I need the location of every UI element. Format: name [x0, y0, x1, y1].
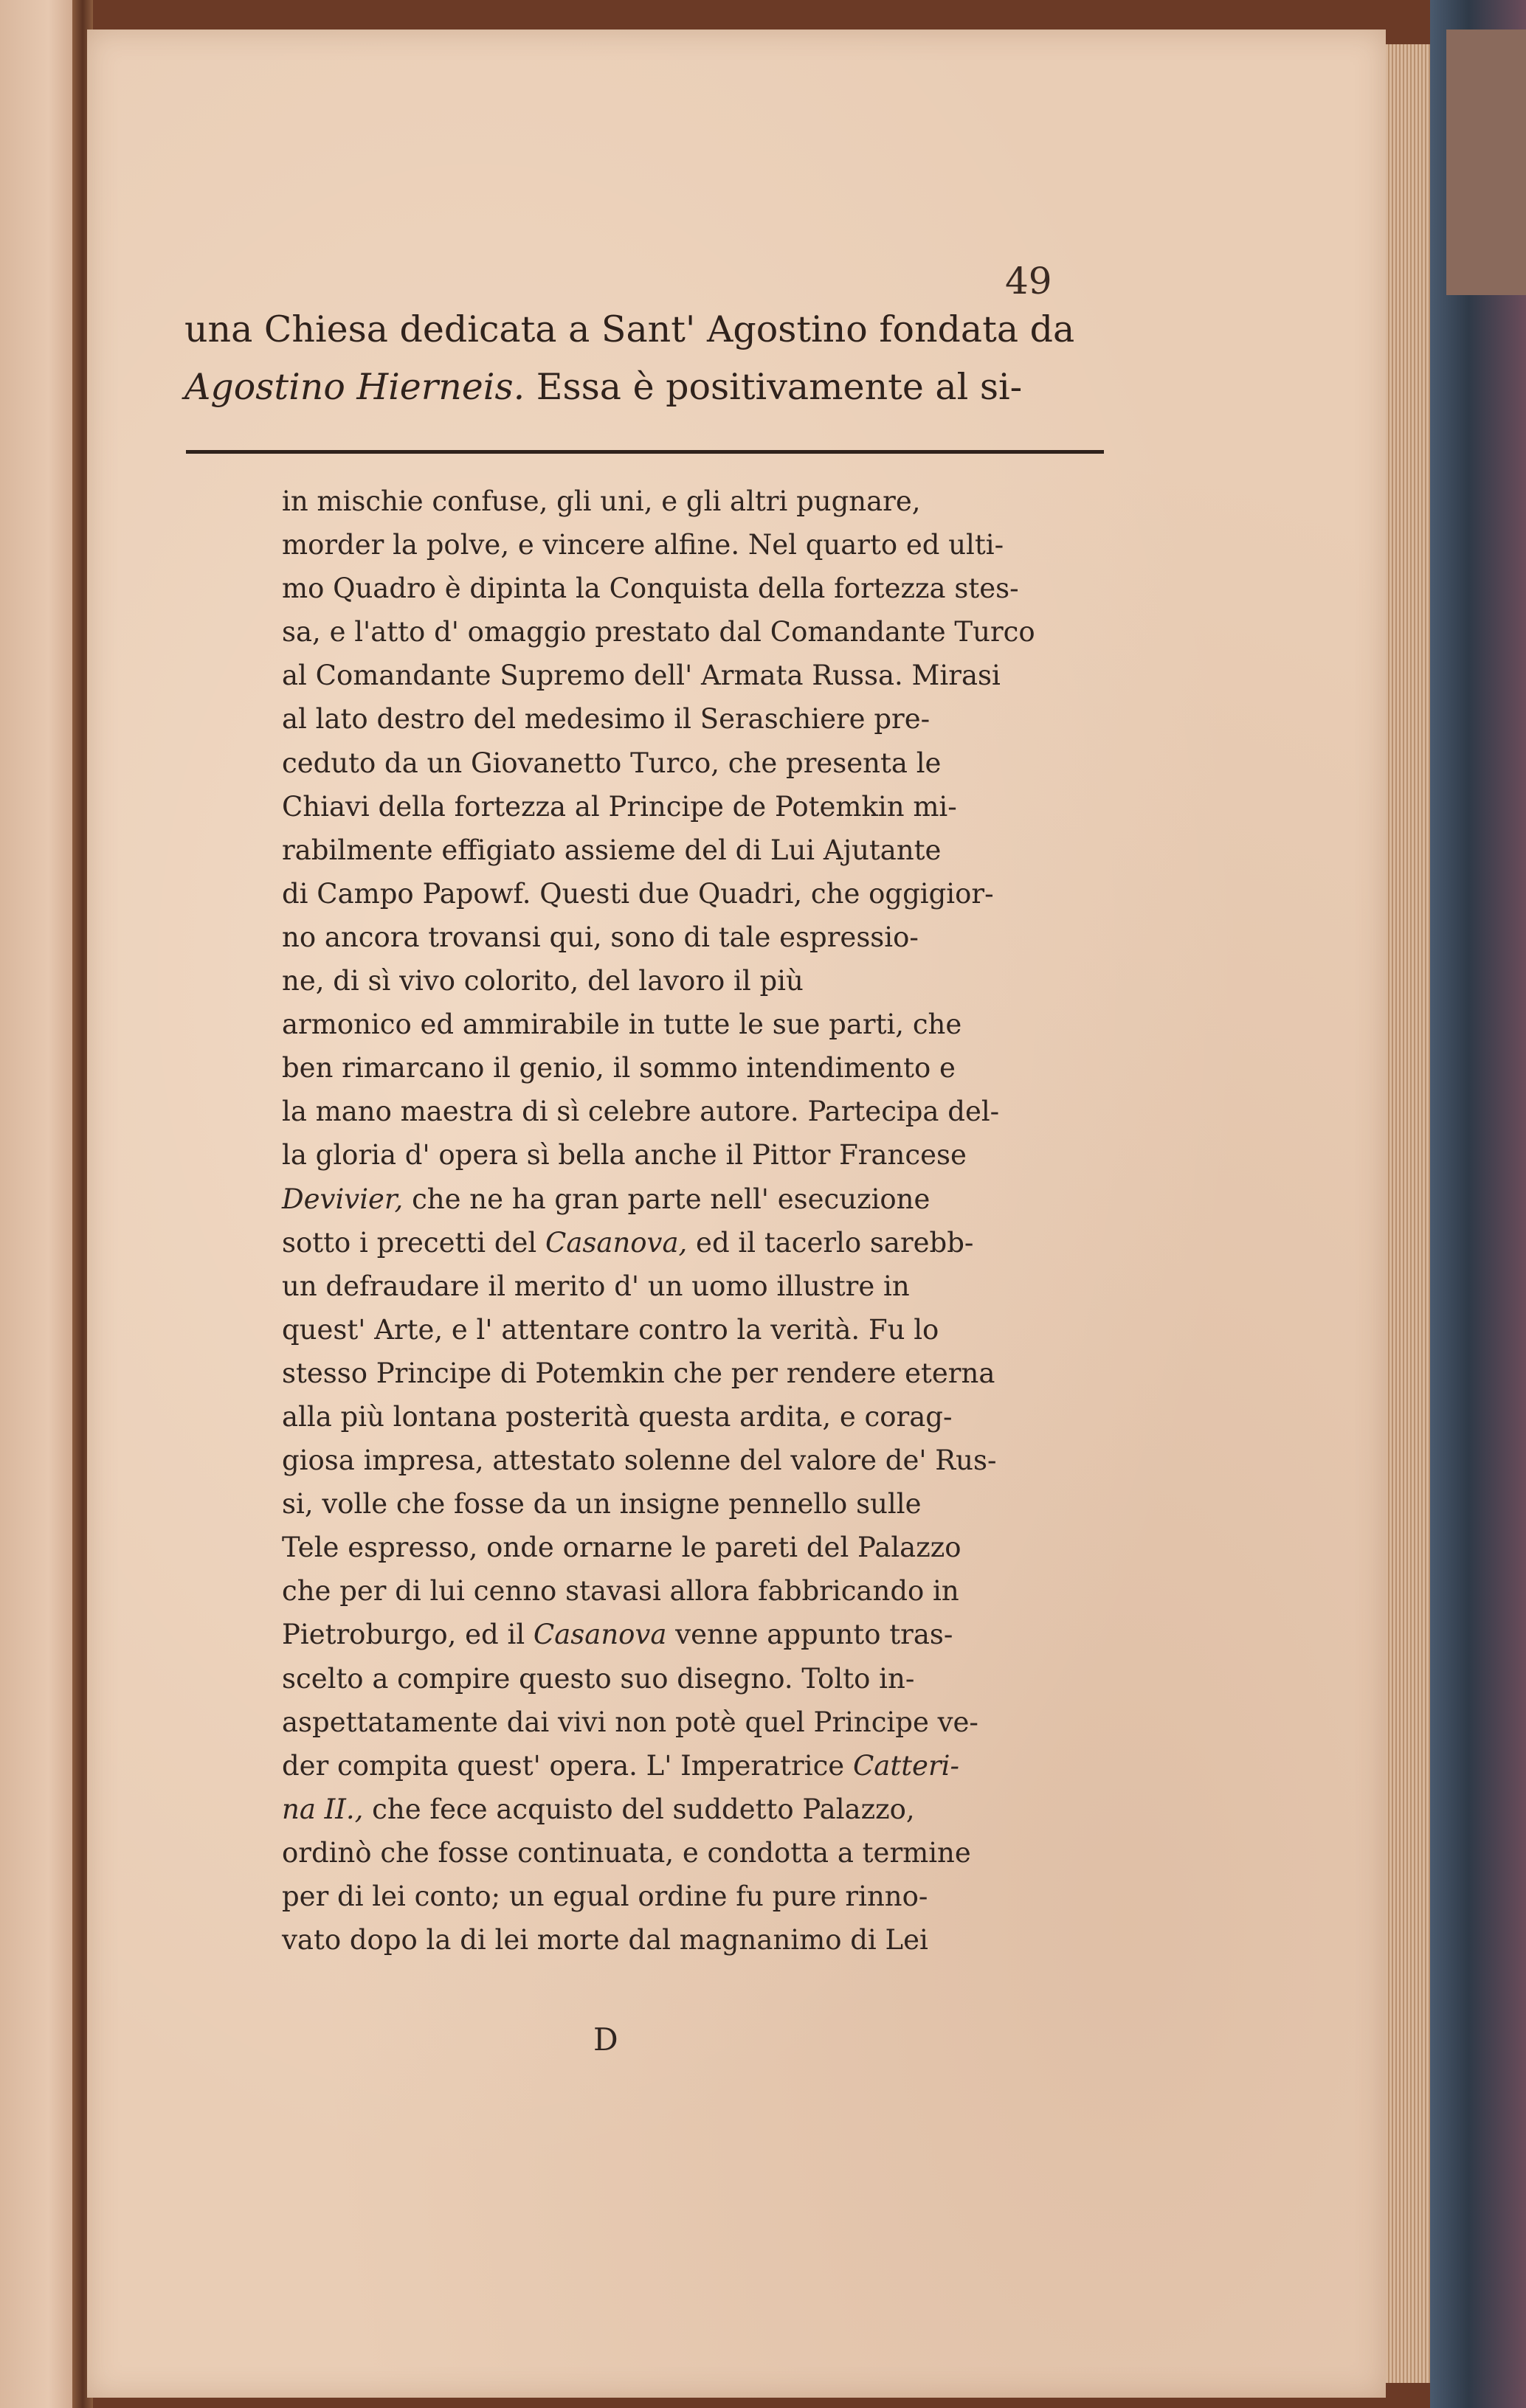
footnote-line: un defraudare il merito d' un uomo illustre in: [282, 1270, 910, 1302]
empress-name: Catteri-: [852, 1749, 959, 1782]
page-number: 49: [1005, 260, 1052, 302]
footnote-line: sa, e l'atto d' omaggio prestato dal Comandante Turco: [282, 616, 1035, 648]
marbled-cover: [1430, 0, 1526, 2408]
footnote-fragment: Pietroburgo, ed il: [282, 1619, 534, 1651]
footnote-fragment: che fece acquisto del suddetto Palazzo,: [363, 1793, 915, 1825]
footnote-line: ceduto da un Giovanetto Turco, che presenta le: [282, 747, 942, 779]
signature-mark: D: [593, 2021, 618, 2058]
footnote-line: in mischie confuse, gli uni, e gli altri pugnare,: [282, 485, 921, 517]
footnote-line: [282, 1788, 1101, 1831]
footnote-fragment: ed il tacerlo sarebb-: [687, 1226, 974, 1259]
footnote-fragment: der compita quest' opera. L' Imperatrice: [282, 1749, 853, 1782]
painter-name: Casanova: [533, 1619, 667, 1651]
footnote-rule: [186, 450, 1104, 454]
footnote-line: al Comandante Supremo dell' Armata Russa. Mirasi: [282, 660, 1001, 692]
footnote-line: la mano maestra di sì celebre autore. Partecipa del-: [282, 1096, 1000, 1128]
footnote-line: [282, 1177, 1101, 1221]
cover-corner: [1446, 30, 1526, 295]
main-text-line-2-rest: Essa è positivamente al si-: [536, 366, 1023, 408]
empress-name: na II.,: [282, 1793, 364, 1825]
footnote-line: Tele espresso, onde ornarne le pareti del Palazzo: [282, 1532, 961, 1564]
footnote-line: morder la polve, e vincere alfine. Nel quarto ed ulti-: [282, 529, 1004, 561]
footnote-line: giosa impresa, attestato solenne del valore de' Rus-: [282, 1445, 997, 1477]
footnote-line: quest' Arte, e l' attentare contro la verità. Fu lo: [282, 1313, 939, 1346]
footnote-line: la gloria d' opera sì bella anche il Pittor Francese: [282, 1139, 967, 1172]
main-text-line-1: una Chiesa dedicata a Sant' Agostino fondata da: [184, 308, 1075, 350]
footnote-line: armonico ed ammirabile in tutte le sue parti, che: [282, 1008, 962, 1041]
footnote-fragment: che ne ha gran parte nell' esecuzione: [403, 1183, 931, 1215]
facing-page-edge: [0, 0, 81, 2408]
footnote-line: stesso Principe di Potemkin che per rendere eterna: [282, 1357, 995, 1389]
footnote-line: scelto a compire questo suo disegno. Tolto in-: [282, 1662, 915, 1695]
footnote-line: per di lei conto; un egual ordine fu pure rinno-: [282, 1881, 928, 1912]
footnote-line: [282, 1744, 1101, 1788]
footnote-line: no ancora trovansi qui, sono di tale espressio-: [282, 921, 919, 953]
footnote-line: [282, 1613, 1101, 1656]
footnote-line: al lato destro del medesimo il Seraschiere pre-: [282, 703, 931, 736]
footnote-line: di Campo Papowf. Questi due Quadri, che oggigior-: [282, 877, 994, 910]
footnote-line: rabilmente effigiato assieme del di Lui Ajutante: [282, 834, 942, 866]
footnote: [282, 480, 1101, 1962]
footnote-line: ordinò che fosse continuata, e condotta a termine: [282, 1836, 971, 1869]
footnote-line: mo Quadro è dipinta la Conquista della fortezza stes-: [282, 572, 1019, 605]
footnote-line: alla più lontana posterità questa ardita, e corag-: [282, 1400, 953, 1433]
footnote-line: [282, 1221, 1101, 1264]
main-text-line-2: [184, 366, 1114, 408]
footnote-line: vato dopo la di lei morte dal magnanimo di Lei: [282, 1924, 928, 1957]
footnote-line: si, volle che fosse da un insigne pennello sulle: [282, 1488, 922, 1520]
painter-name: Casanova,: [545, 1226, 688, 1259]
footnote-line: che per di lui cenno stavasi allora fabbricando in: [282, 1575, 959, 1608]
footnote-line: aspettatamente dai vivi non potè quel Principe ve-: [282, 1706, 978, 1738]
author-name: Agostino Hierneis.: [184, 366, 525, 408]
painter-name: Devivier,: [282, 1183, 404, 1215]
footnote-line: ben rimarcano il genio, il sommo intendimento e: [282, 1052, 956, 1084]
footnote-fragment: venne appunto tras-: [666, 1619, 953, 1651]
footnote-line: ne, di sì vivo colorito, del lavoro il più: [282, 965, 804, 997]
footnote-line: Chiavi della fortezza al Principe de Potemkin mi-: [282, 790, 957, 823]
page-stack-edges: [1386, 44, 1430, 2383]
footnote-fragment: sotto i precetti del: [282, 1226, 546, 1259]
